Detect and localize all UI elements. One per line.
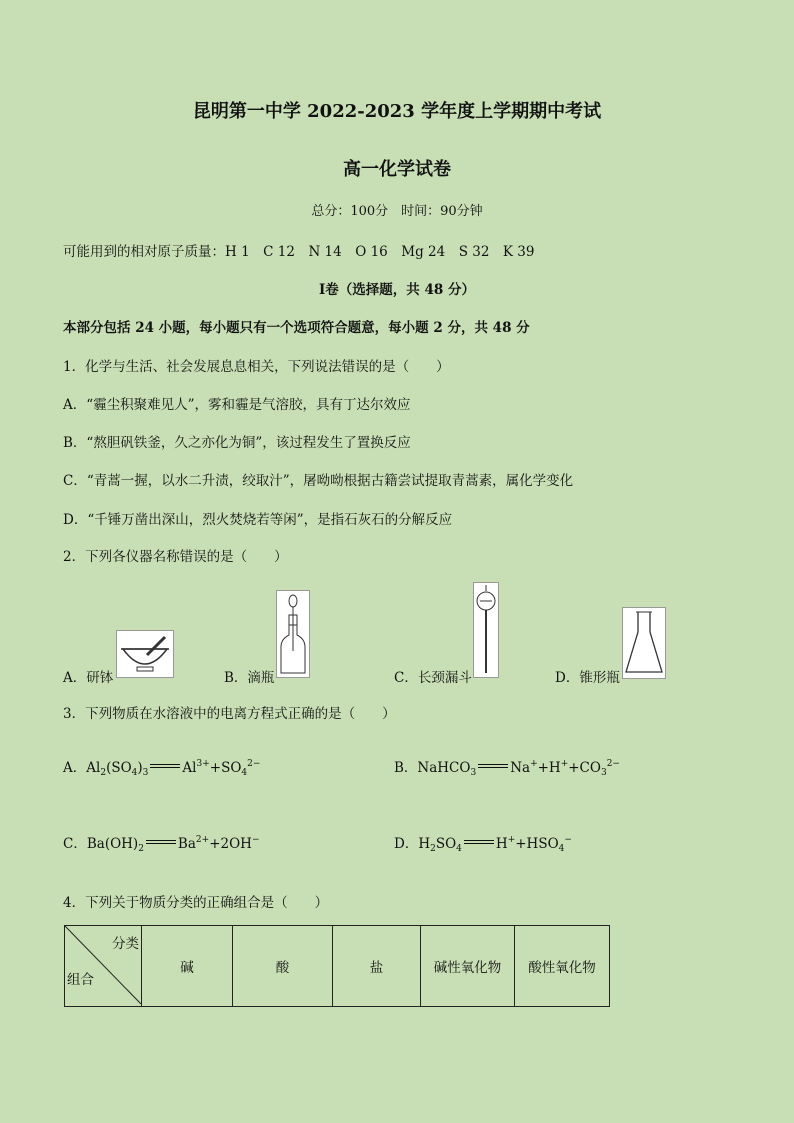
q3-stem: 3．下列物质在水溶液中的电离方程式正确的是（ ） xyxy=(63,706,396,722)
q2-option-d: D．锥形瓶 xyxy=(555,670,620,686)
table-corner-cell xyxy=(65,926,142,1007)
q3-a-label: A． xyxy=(63,760,87,776)
q3-d-label: D． xyxy=(394,836,419,852)
q1-option-b: B．“熬胆矾铁釜，久之亦化为铜”，该过程发生了置换反应 xyxy=(63,435,411,451)
corner-top-label: 分类 xyxy=(112,936,139,952)
q3-option-d: D．$H_2SO_4$ $H^++HSO_4^-$ xyxy=(394,835,572,854)
q1-stem: 1．化学与生活、社会发展息息相关，下列说法错误的是（ ） xyxy=(63,359,450,375)
q2-option-b: B．滴瓶 xyxy=(224,670,275,686)
dropper-bottle-image xyxy=(276,590,310,678)
atomic-mass-line: 可能用到的相对原子质量：H 1 C 12 N 14 O 16 Mg 24 S 32 K 39 xyxy=(63,244,535,260)
corner-bottom-label: 组合 xyxy=(67,972,94,988)
header-salt: 盐 xyxy=(333,926,421,1007)
conical-flask-image xyxy=(622,607,666,679)
section-title: Ⅰ卷（选择题，共 48 分） xyxy=(318,282,475,298)
q1-option-a: A．“霾尘积聚难见人”，雾和霾是气溶胶，具有丁达尔效应 xyxy=(63,397,411,413)
q4-stem: 4．下列关于物质分类的正确组合是（ ） xyxy=(63,895,329,911)
q1-option-c: C．“青蒿一握，以水二升渍，绞取汁”，屠呦呦根据古籍尝试提取青蒿素，属化学变化 xyxy=(63,473,574,489)
q2-option-c: C．长颈漏斗 xyxy=(394,670,472,686)
q3-option-b: B．NaHCO$_3$ $Na^++H^++CO_3^{2-}$ xyxy=(394,759,620,778)
q3-option-c: C．$Ba(OH)_2$ $Ba^{2+}+2OH^-$ xyxy=(63,835,260,854)
classification-table xyxy=(64,925,610,1007)
table-header-row xyxy=(65,926,610,1007)
header-basic-oxide: 碱性氧化物 xyxy=(421,926,515,1007)
q3-option-a: A．$Al_2(SO_4)_3$ $Al^{3+}+SO_4^{2-}$ xyxy=(63,759,261,778)
q1-option-d: D．“千锤万凿出深山，烈火焚烧若等闲”，是指石灰石的分解反应 xyxy=(63,512,453,528)
exam-title: 昆明第一中学 2022-2023 学年度上学期期中考试 xyxy=(192,101,602,122)
exam-subtitle: 高一化学试卷 xyxy=(343,159,451,180)
section-instruction: 本部分包括 24 小题，每小题只有一个选项符合题意，每小题 2 分，共 48 分 xyxy=(63,320,530,336)
exam-info: 总分：100分 时间：90分钟 xyxy=(311,204,483,219)
q3-b-label: B． xyxy=(394,760,418,776)
q2-option-a: A．研钵 xyxy=(63,670,114,686)
header-base: 碱 xyxy=(142,926,233,1007)
funnel-image xyxy=(473,582,499,678)
mortar-image xyxy=(116,630,174,678)
q3-c-label: C． xyxy=(63,836,87,852)
header-acid: 酸 xyxy=(233,926,333,1007)
header-acidic-oxide: 酸性氧化物 xyxy=(515,926,610,1007)
q2-stem: 2．下列各仪器名称错误的是（ ） xyxy=(63,549,288,565)
